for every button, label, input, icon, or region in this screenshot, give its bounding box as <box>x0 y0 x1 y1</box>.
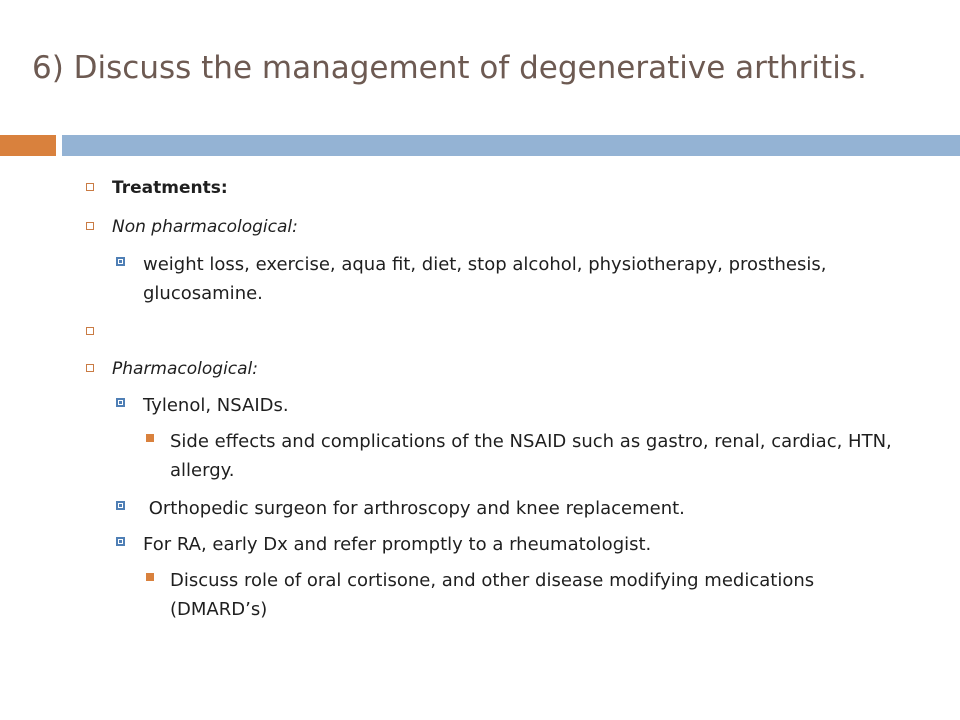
non-pharm-label: Non pharmacological: <box>112 217 298 237</box>
bullet-non-pharm-detail <box>116 250 896 308</box>
pharm-label: Pharmacological: <box>112 359 259 379</box>
hollow-square-bullet-icon <box>86 364 94 372</box>
hollow-square-bullet-icon <box>86 183 94 191</box>
hollow-square-bullet-icon <box>86 327 94 335</box>
square-bullet-icon <box>116 257 125 266</box>
hollow-square-bullet-icon <box>86 222 94 230</box>
bullet-pharm-item2 <box>116 494 896 523</box>
bullet-pharmacological <box>86 357 258 381</box>
bullet-pharm-item1-sub <box>146 427 906 485</box>
filled-square-bullet-icon <box>146 434 154 442</box>
square-bullet-icon <box>116 537 125 546</box>
non-pharm-detail-text: weight loss, exercise, aqua fit, diet, stop alcohol, physiotherapy, prosthesis, glucosamine. <box>143 254 827 304</box>
pharm-item1-sub-text: Side effects and complications of the NSAID such as gastro, renal, cardiac, HTN, allergy. <box>170 431 892 481</box>
bullet-non-pharmacological <box>86 215 298 239</box>
treatments-label: Treatments: <box>112 178 228 198</box>
accent-bar-blue <box>62 135 960 156</box>
bullet-pharm-item3-sub <box>146 566 906 624</box>
bullet-pharm-item1 <box>116 391 289 420</box>
square-bullet-icon <box>116 398 125 407</box>
square-bullet-icon <box>116 501 125 510</box>
accent-bar-orange <box>0 135 56 156</box>
pharm-item1-text: Tylenol, NSAIDs. <box>143 395 289 416</box>
bullet-pharm-item3 <box>116 530 896 559</box>
pharm-item3-text: For RA, early Dx and refer promptly to a rheumatologist. <box>143 534 652 555</box>
pharm-item3-sub-text: Discuss role of oral cortisone, and other disease modifying medications (DMARD’s) <box>170 570 815 620</box>
filled-square-bullet-icon <box>146 573 154 581</box>
bullet-empty <box>86 320 112 335</box>
slide-title: 6) Discuss the management of degenerative arthritis. <box>32 50 867 86</box>
pharm-item2-text: Orthopedic surgeon for arthroscopy and knee replacement. <box>143 498 685 519</box>
bullet-treatments <box>86 176 228 200</box>
